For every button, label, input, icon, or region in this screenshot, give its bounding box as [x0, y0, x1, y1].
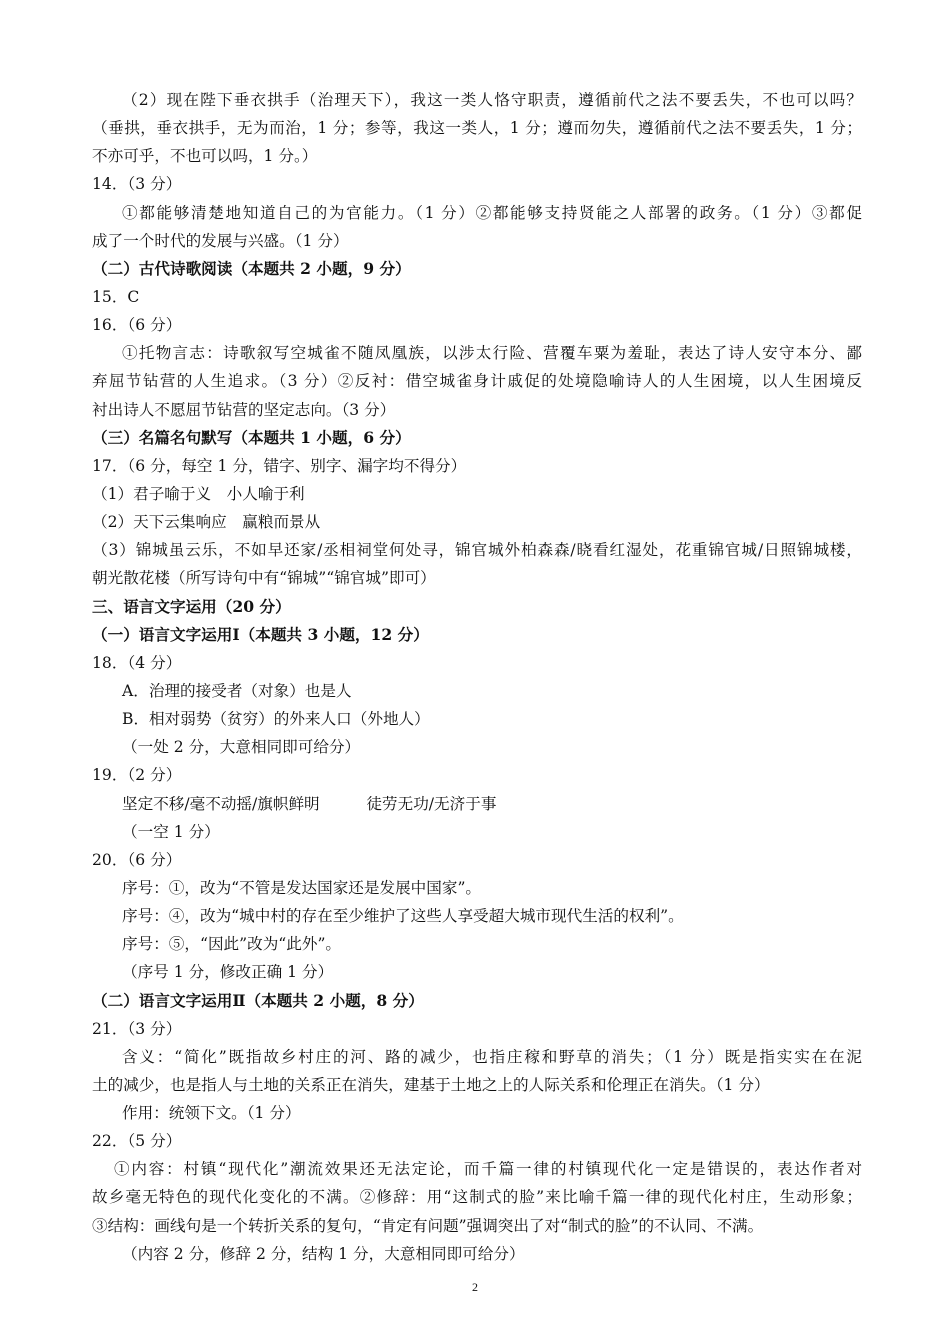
- text-line: （一）语言文字运用Ⅰ（本题共 3 小题，12 分）: [92, 624, 429, 644]
- text-line: 故乡毫无特色的现代化变化的不满。②修辞：用“这制式的脸”来比喻千篇一律的现代化村庄，生动形象；: [92, 1188, 862, 1207]
- text-line: 坚定不移/毫不动摇/旗帜鲜明 徒劳无功/无济于事: [122, 794, 497, 813]
- text-line: 衬出诗人不愿屈节钻营的坚定志向。（3 分）: [92, 400, 396, 419]
- text-line: 朝光散花楼（所写诗句中有“锦城”“锦官城”即可）: [92, 569, 436, 588]
- text-line: （3）锦城虽云乐，不如早还家/丞相祠堂何处寻，锦官城外柏森森/晓看红湿处，花重锦官城/日照锦城楼，: [92, 541, 862, 560]
- text-line: （2）现在陛下垂衣拱手（治理天下），我这一类人恪守职责，遵循前代之法不要丢失，不也可以吗？: [122, 91, 862, 109]
- text-line: 21．（3 分）: [92, 1019, 182, 1038]
- text-line: （序号 1 分，修改正确 1 分）: [122, 963, 334, 982]
- text-line: 作用：统领下文。（1 分）: [122, 1104, 301, 1123]
- text-line: 三、语言文字运用（20 分）: [92, 596, 291, 616]
- text-line: 15．C: [92, 287, 140, 306]
- text-line: 22．（5 分）: [92, 1132, 182, 1151]
- text-line: 16．（6 分）: [92, 316, 182, 335]
- answer-key-body: [92, 86, 862, 1268]
- text-line: 含义：“简化”既指故乡村庄的河、路的减少，也指庄稼和野草的消失；（1 分）既是指实实在在泥: [122, 1047, 862, 1066]
- text-line: ①都能够清楚地知道自己的为官能力。（1 分）②都能够支持贤能之人部署的政务。（1 分）③都促: [122, 203, 862, 222]
- text-line: （2）天下云集响应 赢粮而景从: [92, 513, 321, 532]
- text-line: （垂拱，垂衣拱手，无为而治，1 分；参等，我这一类人，1 分；遵而勿失，遵循前代之法不要丢失，1 分；: [92, 119, 862, 138]
- text-line: （一处 2 分，大意相同即可给分）: [122, 738, 361, 757]
- text-line: （三）名篇名句默写（本题共 1 小题，6 分）: [92, 427, 411, 447]
- text-line: （一空 1 分）: [122, 822, 220, 841]
- text-line: （二）语言文字运用Ⅱ（本题共 2 小题，8 分）: [92, 990, 424, 1010]
- text-line: 不亦可乎，不也可以吗，1 分。）: [92, 147, 318, 166]
- text-line: 14．（3 分）: [92, 175, 182, 194]
- text-line: （内容 2 分，修辞 2 分，结构 1 分，大意相同即可给分）: [122, 1244, 525, 1263]
- text-line: 成了一个时代的发展与兴盛。（1 分）: [92, 231, 349, 250]
- text-line: B．相对弱势（贫穷）的外来人口（外地人）: [122, 710, 430, 729]
- text-line: （二）古代诗歌阅读（本题共 2 小题，9 分）: [92, 258, 411, 278]
- text-line: 序号：①，改为“不管是发达国家还是发展中国家”。: [122, 878, 482, 897]
- text-line: 19．（2 分）: [92, 766, 182, 785]
- page-number: 2: [472, 1280, 478, 1294]
- text-line: （1）君子喻于义 小人喻于利: [92, 484, 305, 503]
- text-line: ①内容：村镇“现代化”潮流效果还无法定论，而千篇一律的村镇现代化一定是错误的，表达作者对: [114, 1160, 862, 1179]
- text-line: 序号：⑤，“因此”改为“此外”。: [122, 935, 342, 954]
- text-line: 20．（6 分）: [92, 850, 182, 869]
- text-line: 17．（6 分，每空 1 分，错字、别字、漏字均不得分）: [92, 456, 467, 475]
- text-line: ①托物言志：诗歌叙写空城雀不随凤凰族，以涉太行险、营覆车粟为羞耻，表达了诗人安守本分、鄙: [122, 344, 862, 363]
- text-line: 序号：④，改为“城中村的存在至少维护了这些人享受超大城市现代生活的权利”。: [122, 907, 684, 926]
- text-line: 弃屈节钻营的人生追求。（3 分）②反衬：借空城雀身计戚促的处境隐喻诗人的人生困境，以人生困境反: [92, 372, 862, 391]
- text-line: 18．（4 分）: [92, 653, 182, 672]
- text-line: A．治理的接受者（对象）也是人: [122, 681, 352, 700]
- text-line: ③结构：画线句是一个转折关系的复句，“肯定有问题”强调突出了对“制式的脸”的不认同、不满。: [92, 1216, 764, 1235]
- text-line: 土的减少，也是指人与土地的关系正在消失，建基于土地之上的人际关系和伦理正在消失。（1 分）: [92, 1075, 770, 1094]
